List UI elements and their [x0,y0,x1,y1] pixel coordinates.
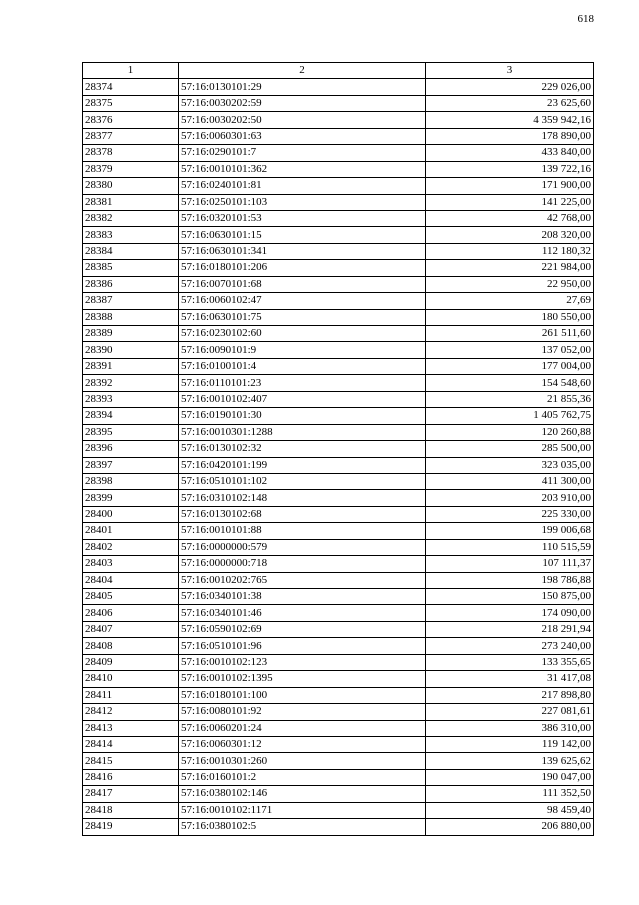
table-row [83,145,594,161]
row-number-cell: 28405 [83,589,179,605]
value-cell: 273 240,00 [426,638,594,654]
value-cell: 107 111,37 [426,556,594,572]
value-cell: 221 984,00 [426,260,594,276]
table-row [83,408,594,424]
value-cell: 285 500,00 [426,441,594,457]
cadastral-number-cell: 57:16:0130102:68 [179,506,426,522]
value-cell: 190 047,00 [426,769,594,785]
value-cell: 323 035,00 [426,457,594,473]
table-row [83,506,594,522]
page-number: 618 [577,13,594,25]
table-row [83,309,594,325]
cadastral-number-cell: 57:16:0380102:146 [179,786,426,802]
table-row [83,589,594,605]
table-row [83,391,594,407]
cadastral-number-cell: 57:16:0340101:46 [179,605,426,621]
cadastral-number-cell: 57:16:0160101:2 [179,769,426,785]
table-body [83,79,594,835]
row-number-cell: 28401 [83,523,179,539]
value-cell: 177 004,00 [426,358,594,374]
row-number-cell: 28413 [83,720,179,736]
value-cell: 225 330,00 [426,506,594,522]
row-number-cell: 28412 [83,704,179,720]
table-row [83,819,594,835]
table-row [83,210,594,226]
table-row [83,95,594,111]
row-number-cell: 28387 [83,293,179,309]
row-number-cell: 28377 [83,128,179,144]
table-row [83,424,594,440]
row-number-cell: 28383 [83,227,179,243]
value-cell: 171 900,00 [426,178,594,194]
row-number-cell: 28391 [83,358,179,374]
table-row [83,161,594,177]
table-row [83,786,594,802]
table-row [83,457,594,473]
cadastral-number-cell: 57:16:0630101:15 [179,227,426,243]
row-number-cell: 28407 [83,621,179,637]
value-cell: 21 855,36 [426,391,594,407]
value-cell: 261 511,60 [426,326,594,342]
value-cell: 4 359 942,16 [426,112,594,128]
value-cell: 137 052,00 [426,342,594,358]
cadastral-number-cell: 57:16:0010101:362 [179,161,426,177]
row-number-cell: 28418 [83,802,179,818]
row-number-cell: 28392 [83,375,179,391]
row-number-cell: 28411 [83,687,179,703]
row-number-cell: 28375 [83,95,179,111]
cadastral-number-cell: 57:16:0130102:32 [179,441,426,457]
row-number-cell: 28404 [83,572,179,588]
value-cell: 133 355,65 [426,654,594,670]
row-number-cell: 28402 [83,539,179,555]
cadastral-number-cell: 57:16:0010101:88 [179,523,426,539]
value-cell: 119 142,00 [426,736,594,752]
value-cell: 31 417,08 [426,671,594,687]
value-cell: 27,69 [426,293,594,309]
value-cell: 199 006,68 [426,523,594,539]
cadastral-number-cell: 57:16:0590102:69 [179,621,426,637]
table-header [83,63,594,79]
row-number-cell: 28408 [83,638,179,654]
table-row [83,243,594,259]
row-number-cell: 28409 [83,654,179,670]
table-row [83,687,594,703]
row-number-cell: 28381 [83,194,179,210]
row-number-cell: 28388 [83,309,179,325]
row-number-cell: 28379 [83,161,179,177]
table-row [83,671,594,687]
row-number-cell: 28385 [83,260,179,276]
row-number-cell: 28382 [83,210,179,226]
table-row [83,342,594,358]
cadastral-number-cell: 57:16:0090101:9 [179,342,426,358]
row-number-cell: 28394 [83,408,179,424]
cadastral-number-cell: 57:16:0630101:341 [179,243,426,259]
cadastral-number-cell: 57:16:0010301:1288 [179,424,426,440]
cadastral-number-cell: 57:16:0010102:123 [179,654,426,670]
value-cell: 433 840,00 [426,145,594,161]
row-number-cell: 28410 [83,671,179,687]
value-cell: 178 890,00 [426,128,594,144]
column-header-3: 3 [426,63,594,79]
table-row [83,802,594,818]
table-row [83,704,594,720]
cadastral-number-cell: 57:16:0060201:24 [179,720,426,736]
row-number-cell: 28417 [83,786,179,802]
table-row [83,326,594,342]
row-number-cell: 28395 [83,424,179,440]
table-row [83,79,594,95]
cadastral-number-cell: 57:16:0230102:60 [179,326,426,342]
row-number-cell: 28393 [83,391,179,407]
table-row [83,178,594,194]
value-cell: 98 459,40 [426,802,594,818]
row-number-cell: 28399 [83,490,179,506]
cadastral-number-cell: 57:16:0380102:5 [179,819,426,835]
row-number-cell: 28406 [83,605,179,621]
cadastral-number-cell: 57:16:0030202:59 [179,95,426,111]
row-number-cell: 28398 [83,473,179,489]
cadastral-number-cell: 57:16:0310102:148 [179,490,426,506]
row-number-cell: 28380 [83,178,179,194]
table-row [83,539,594,555]
cadastral-number-cell: 57:16:0180101:100 [179,687,426,703]
table-row [83,473,594,489]
cadastral-number-cell: 57:16:0070101:68 [179,276,426,292]
table-row [83,227,594,243]
row-number-cell: 28415 [83,753,179,769]
table-row [83,736,594,752]
cadastral-number-cell: 57:16:0290101:7 [179,145,426,161]
cadastral-number-cell: 57:16:0190101:30 [179,408,426,424]
value-cell: 180 550,00 [426,309,594,325]
value-cell: 411 300,00 [426,473,594,489]
value-cell: 139 722,16 [426,161,594,177]
value-cell: 386 310,00 [426,720,594,736]
value-cell: 141 225,00 [426,194,594,210]
registry-table [82,62,594,836]
cadastral-number-cell: 57:16:0010102:1171 [179,802,426,818]
row-number-cell: 28419 [83,819,179,835]
row-number-cell: 28416 [83,769,179,785]
column-header-2: 2 [179,63,426,79]
cadastral-number-cell: 57:16:0000000:579 [179,539,426,555]
table-row [83,523,594,539]
row-number-cell: 28414 [83,736,179,752]
table-row [83,490,594,506]
table-row [83,638,594,654]
value-cell: 227 081,61 [426,704,594,720]
value-cell: 111 352,50 [426,786,594,802]
value-cell: 1 405 762,75 [426,408,594,424]
cadastral-number-cell: 57:16:0080101:92 [179,704,426,720]
row-number-cell: 28376 [83,112,179,128]
table-row [83,720,594,736]
cadastral-number-cell: 57:16:0010202:765 [179,572,426,588]
table-row [83,293,594,309]
row-number-cell: 28378 [83,145,179,161]
row-number-cell: 28389 [83,326,179,342]
value-cell: 174 090,00 [426,605,594,621]
value-cell: 198 786,88 [426,572,594,588]
cadastral-number-cell: 57:16:0320101:53 [179,210,426,226]
cadastral-number-cell: 57:16:0060102:47 [179,293,426,309]
cadastral-number-cell: 57:16:0110101:23 [179,375,426,391]
cadastral-number-cell: 57:16:0340101:38 [179,589,426,605]
row-number-cell: 28390 [83,342,179,358]
value-cell: 154 548,60 [426,375,594,391]
row-number-cell: 28400 [83,506,179,522]
cadastral-number-cell: 57:16:0100101:4 [179,358,426,374]
value-cell: 208 320,00 [426,227,594,243]
cadastral-number-cell: 57:16:0010102:407 [179,391,426,407]
value-cell: 217 898,80 [426,687,594,703]
value-cell: 206 880,00 [426,819,594,835]
table-row [83,769,594,785]
table-row [83,128,594,144]
value-cell: 139 625,62 [426,753,594,769]
table-row [83,260,594,276]
value-cell: 112 180,32 [426,243,594,259]
cadastral-number-cell: 57:16:0010301:260 [179,753,426,769]
value-cell: 23 625,60 [426,95,594,111]
cadastral-number-cell: 57:16:0060301:63 [179,128,426,144]
cadastral-number-cell: 57:16:0130101:29 [179,79,426,95]
table-row [83,194,594,210]
row-number-cell: 28396 [83,441,179,457]
value-cell: 203 910,00 [426,490,594,506]
column-header-1: 1 [83,63,179,79]
table-row [83,276,594,292]
value-cell: 120 260,88 [426,424,594,440]
table-row [83,358,594,374]
cadastral-number-cell: 57:16:0420101:199 [179,457,426,473]
cadastral-number-cell: 57:16:0000000:718 [179,556,426,572]
value-cell: 229 026,00 [426,79,594,95]
table-row [83,556,594,572]
cadastral-number-cell: 57:16:0030202:50 [179,112,426,128]
cadastral-number-cell: 57:16:0010102:1395 [179,671,426,687]
cadastral-number-cell: 57:16:0510101:102 [179,473,426,489]
cadastral-number-cell: 57:16:0180101:206 [179,260,426,276]
table-row [83,441,594,457]
value-cell: 110 515,59 [426,539,594,555]
row-number-cell: 28397 [83,457,179,473]
table-row [83,605,594,621]
table-row [83,654,594,670]
cadastral-number-cell: 57:16:0510101:96 [179,638,426,654]
table-row [83,753,594,769]
value-cell: 22 950,00 [426,276,594,292]
cadastral-number-cell: 57:16:0060301:12 [179,736,426,752]
table-row [83,112,594,128]
cadastral-number-cell: 57:16:0630101:75 [179,309,426,325]
table-row [83,572,594,588]
row-number-cell: 28386 [83,276,179,292]
value-cell: 218 291,94 [426,621,594,637]
header-row [83,63,594,79]
value-cell: 42 768,00 [426,210,594,226]
row-number-cell: 28374 [83,79,179,95]
row-number-cell: 28403 [83,556,179,572]
value-cell: 150 875,00 [426,589,594,605]
row-number-cell: 28384 [83,243,179,259]
cadastral-number-cell: 57:16:0250101:103 [179,194,426,210]
table-row [83,621,594,637]
cadastral-number-cell: 57:16:0240101:81 [179,178,426,194]
table-row [83,375,594,391]
